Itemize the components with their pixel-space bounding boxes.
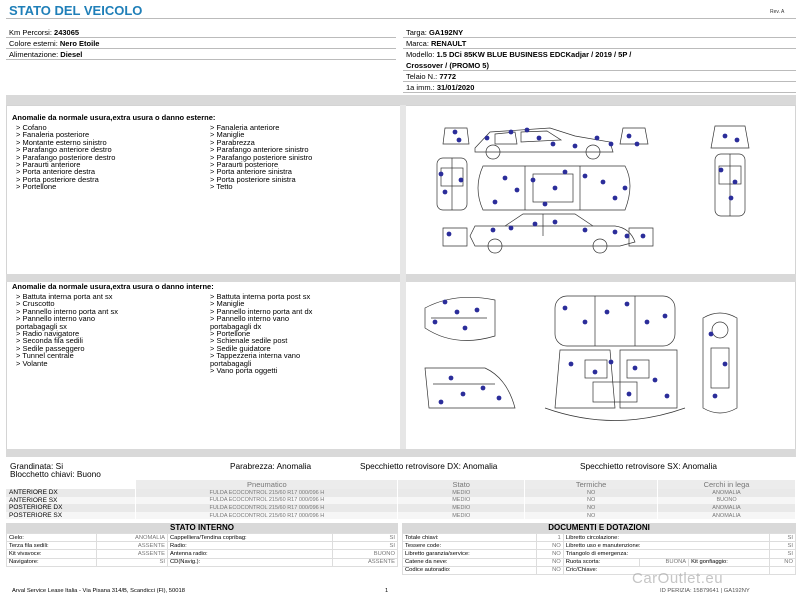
modello-row: Modello: 1.5 DCi 85KW BLUE BUSINESS EDCKadjar / 2019 / 5P /	[406, 50, 632, 59]
field-value	[769, 566, 795, 574]
tyre-model: FULDA ECOCONTROL 215/60 R17 000/096 H	[136, 512, 398, 520]
damage-marker	[633, 366, 638, 371]
damage-marker	[605, 310, 610, 315]
external-anomaly-item: > Fanaleria posteriore	[16, 130, 90, 140]
tyre-table-header	[6, 480, 796, 489]
external-list-col1	[16, 124, 115, 191]
tyre-model: FULDA ECOCONTROL 215/60 R17 000/096 H	[136, 504, 398, 512]
internal-anomaly-item: > Battuta interna porta ant sx	[16, 292, 113, 301]
field-label: Catene da neve:	[403, 558, 537, 566]
damage-marker	[491, 228, 496, 233]
tyre-header-pneumatico: Pneumatico	[136, 480, 398, 489]
damage-marker	[461, 392, 466, 397]
external-anomaly-item: > Porta anteriore destra	[16, 167, 96, 177]
damage-marker	[525, 128, 530, 133]
tyre-stato: MEDIO	[398, 489, 525, 497]
specchietto-dx: Specchietto retrovisore DX: Anomalia	[360, 461, 498, 471]
row-divider	[403, 70, 796, 71]
internal-anomaly-item: portabagagli sx	[16, 321, 67, 331]
damage-marker	[583, 320, 588, 325]
damage-marker	[623, 186, 628, 191]
grandinata: Grandinata: Si	[10, 461, 64, 471]
internal-anomaly-item: > Seconda fila sedili	[16, 336, 83, 346]
tyre-model: FULDA ECOCONTROL 215/60 R17 000/096 H	[136, 489, 398, 497]
external-anomaly-item: > Cofano	[16, 123, 47, 132]
documenti-row	[403, 550, 796, 558]
internal-anomaly-item: > Volante	[16, 358, 48, 368]
row-divider	[6, 37, 396, 38]
damage-marker	[447, 232, 452, 237]
specchietto-sx: Specchietto retrovisore SX: Anomalia	[580, 461, 717, 471]
external-heading: Anomalie da normale usura,extra usura o danno esterne:	[12, 113, 216, 122]
stato-interno-heading: STATO INTERNO	[6, 523, 398, 533]
field-value: SI	[333, 542, 398, 550]
alimentazione-row: Alimentazione: Diesel	[9, 50, 83, 59]
field-value: BUONO	[333, 550, 398, 558]
field-label: CD(Navig.):	[167, 558, 332, 566]
internal-anomaly-item: > Tappezzeria interna vano	[210, 351, 301, 361]
external-anomaly-item: > Montante esterno sinistro	[16, 137, 107, 147]
damage-marker	[433, 320, 438, 325]
internal-anomaly-item: > Battuta interna porta post sx	[210, 292, 311, 301]
stato-interno-row	[7, 550, 398, 558]
field-value: 1	[537, 534, 563, 542]
damage-marker	[665, 394, 670, 399]
watermark-logo: CarOutlet.eu	[632, 570, 724, 587]
field-label: Terza fila sedili:	[7, 542, 97, 550]
field-value: NO	[537, 558, 563, 566]
field-label: Cappelliera/Tendina copribag:	[167, 534, 332, 542]
field-label: Antenna radio:	[167, 550, 332, 558]
tyre-stato: MEDIO	[398, 512, 525, 520]
damage-marker	[627, 134, 632, 139]
damage-marker	[455, 310, 460, 315]
field-label: Libretto circolazione:	[563, 534, 769, 542]
damage-marker	[509, 130, 514, 135]
tyre-cerchi: BUONO	[658, 497, 796, 505]
damage-marker	[569, 362, 574, 367]
damage-marker	[735, 138, 740, 143]
external-anomaly-item: > Portellone	[16, 182, 57, 192]
internal-heading: Anomalie da normale usura,extra usura o danno interne:	[12, 282, 214, 291]
stato-interno-row	[7, 558, 398, 566]
field-label: Libretto garanzia/service:	[403, 550, 537, 558]
damage-marker	[533, 222, 538, 227]
internal-anomaly-item: > Tunnel centrale	[16, 351, 74, 361]
internal-anomaly-item: > Radio navigatore	[16, 328, 80, 338]
status-line	[6, 458, 796, 480]
damage-marker	[709, 332, 714, 337]
row-divider	[6, 48, 396, 49]
field-label: Triangolo di emergenza:	[563, 550, 769, 558]
field-label: Kit gonfiaggio:	[689, 558, 769, 566]
documenti-row	[403, 558, 796, 566]
field-label: Libretto uso e manutenzione:	[563, 542, 769, 550]
row-divider	[6, 59, 396, 60]
field-value: ASSENTE	[97, 542, 168, 550]
tyre-header-empty	[6, 480, 136, 489]
field-value: ASSENTE	[97, 550, 168, 558]
internal-anomaly-item: > Cruscotto	[16, 299, 55, 309]
field-value: SI	[769, 534, 795, 542]
footer-company: Arval Service Lease Italia - Via Pisana 314/B, Scandicci (FI), 50018	[12, 588, 185, 594]
damage-marker	[509, 226, 514, 231]
tyre-termiche: NO	[525, 489, 658, 497]
internal-anomaly-item: > Maniglie	[210, 299, 245, 309]
damage-marker	[563, 170, 568, 175]
damage-marker	[439, 400, 444, 405]
field-label: Codice autoradio:	[403, 566, 537, 574]
internal-anomaly-item: > Pannello interno vano	[210, 314, 290, 324]
internal-anomaly-item: > Vano porta oggetti	[210, 365, 278, 375]
damage-marker	[563, 306, 568, 311]
damage-marker	[531, 178, 536, 183]
stato-interno-row	[7, 534, 398, 542]
telaio-row: Telaio N.: 7772	[406, 72, 457, 81]
external-anomaly-item: > Paraurti posteriore	[210, 159, 279, 169]
damage-marker	[453, 130, 458, 135]
field-label: Radio:	[167, 542, 332, 550]
tyre-position: ANTERIORE DX	[6, 489, 136, 497]
damage-marker	[641, 234, 646, 239]
tyre-position: POSTERIORE SX	[6, 512, 136, 520]
field-value: NO	[537, 566, 563, 574]
damage-marker	[551, 142, 556, 147]
info-left	[9, 27, 99, 60]
damage-marker	[449, 376, 454, 381]
footer-page-number: 1	[385, 588, 389, 594]
field-value: SI	[769, 542, 795, 550]
external-anomaly-item: > Parafango anteriore destro	[16, 145, 112, 155]
damage-marker	[653, 378, 658, 383]
footer-doc-id: ID PERIZIA: 15879641 | GA192NY	[660, 588, 750, 594]
documenti-heading: DOCUMENTI E DOTAZIONI	[402, 523, 796, 533]
damage-marker	[497, 396, 502, 401]
damage-marker	[645, 320, 650, 325]
damage-marker	[457, 138, 462, 143]
external-anomaly-item: > Fanaleria anteriore	[210, 123, 280, 132]
documenti-row	[403, 534, 796, 542]
damage-marker	[573, 144, 578, 149]
damage-panel-bottom-bar	[6, 449, 796, 457]
internal-anomaly-item: > Pannello interno vano	[16, 314, 96, 324]
colore-row: Colore esterni: Nero Etoile	[9, 39, 100, 48]
internal-anomaly-item: portabagagli dx	[210, 321, 262, 331]
tyre-cerchi: ANOMALIA	[658, 489, 796, 497]
damage-marker	[515, 188, 520, 193]
interior-damage-dots	[433, 300, 728, 405]
damage-marker	[553, 186, 558, 191]
tyre-model: FULDA ECOCONTROL 215/60 R17 000/096 H	[136, 497, 398, 505]
damage-marker	[439, 172, 444, 177]
tyre-stato: MEDIO	[398, 504, 525, 512]
damage-marker	[713, 394, 718, 399]
damage-marker	[613, 230, 618, 235]
documenti-box	[402, 523, 796, 575]
km-row: Km Percorsi: 243065	[9, 28, 80, 37]
documenti-table	[402, 533, 796, 575]
targa-row: Targa: GA192NY	[406, 28, 464, 37]
damage-marker	[595, 136, 600, 141]
tyre-cerchi: ANOMALIA	[658, 504, 796, 512]
row-divider	[403, 92, 796, 93]
internal-anomaly-item: > Sedile passeggero	[16, 343, 85, 353]
damage-panel-bar	[6, 95, 796, 105]
internal-list-col1	[16, 293, 118, 367]
field-value: SI	[97, 558, 168, 566]
damage-marker	[537, 136, 542, 141]
internal-anomaly-item: > Pannello interno porta ant dx	[210, 306, 313, 316]
external-anomaly-item: > Parafango anteriore sinistro	[210, 145, 309, 155]
imm-row: 1a imm.: 31/01/2020	[406, 83, 475, 92]
row-divider	[403, 37, 796, 38]
external-anomaly-item: > Parabrezza	[210, 137, 255, 147]
parabrezza-status: Parabrezza: Anomalia	[230, 461, 312, 471]
external-list-col2	[210, 124, 312, 191]
field-value: ASSENTE	[333, 558, 398, 566]
external-anomaly-item: > Maniglie	[210, 130, 245, 140]
field-value: NO	[537, 542, 563, 550]
field-label: Ruota scorta:	[563, 558, 639, 566]
tyre-header-termiche: Termiche	[525, 480, 658, 489]
damage-marker	[583, 174, 588, 179]
external-anomaly-item: > Porta posteriore sinistra	[210, 174, 296, 184]
tyre-termiche: NO	[525, 504, 658, 512]
tyre-position: ANTERIORE SX	[6, 497, 136, 505]
tyre-table	[6, 480, 796, 519]
damage-marker	[719, 168, 724, 173]
stato-interno-table	[6, 533, 398, 567]
damage-marker	[463, 326, 468, 331]
external-anomaly-item: > Porta posteriore destra	[16, 174, 99, 184]
damage-marker	[625, 302, 630, 307]
exterior-car-diagram	[415, 118, 790, 268]
tyre-header-stato: Stato	[398, 480, 525, 489]
external-anomaly-item: > Parafango posteriore destro	[16, 152, 116, 162]
damage-marker	[583, 228, 588, 233]
field-value: SI	[333, 534, 398, 542]
internal-list-col2	[210, 293, 312, 374]
tyre-termiche: NO	[525, 497, 658, 505]
interior-car-diagram	[415, 288, 790, 443]
tyre-row	[6, 504, 796, 512]
internal-anomaly-item: > Schienale sedile post	[210, 336, 288, 346]
damage-marker	[475, 308, 480, 313]
blocchetto-chiavi: Blocchetto chiavi: Buono	[10, 469, 101, 479]
tyre-termiche: NO	[525, 512, 658, 520]
damage-marker	[627, 392, 632, 397]
external-anomaly-item: > Tetto	[210, 182, 233, 192]
damage-marker	[553, 220, 558, 225]
field-value: ANOMALIA	[97, 534, 168, 542]
external-anomaly-item: > Paraurti anteriore	[16, 159, 81, 169]
field-label: Tessere code:	[403, 542, 537, 550]
damage-marker	[613, 196, 618, 201]
field-label: Navigatore:	[7, 558, 97, 566]
internal-anomaly-item: > Pannello interno porta ant sx	[16, 306, 118, 316]
damage-marker	[593, 370, 598, 375]
internal-anomaly-item: portabagagli	[210, 358, 252, 368]
damage-marker	[485, 136, 490, 141]
damage-marker	[459, 178, 464, 183]
damage-marker	[503, 176, 508, 181]
documenti-row	[403, 566, 796, 574]
field-label: Totale chiavi:	[403, 534, 537, 542]
field-value: BUONA	[639, 558, 688, 566]
internal-anomaly-item: > Sedile guidatore	[210, 343, 271, 353]
damage-marker	[481, 386, 486, 391]
tyre-cerchi: ANOMALIA	[658, 512, 796, 520]
damage-marker	[723, 134, 728, 139]
modello-row-2: Crossover / (PROMO 5)	[406, 61, 489, 70]
external-anomaly-item: > Porta anteriore sinistra	[210, 167, 292, 177]
row-divider	[403, 48, 796, 49]
damage-marker	[635, 142, 640, 147]
tyre-row	[6, 497, 796, 505]
tyre-row	[6, 512, 796, 520]
documenti-row	[403, 542, 796, 550]
marca-row: Marca: RENAULT	[406, 39, 467, 48]
field-value: NO	[769, 558, 795, 566]
damage-marker	[723, 362, 728, 367]
field-label: Cric/Chiave:	[563, 566, 769, 574]
title-divider	[6, 18, 796, 19]
revision-label: Rev. A	[770, 9, 785, 15]
damage-marker	[663, 314, 668, 319]
damage-marker	[543, 202, 548, 207]
field-value: NO	[537, 550, 563, 558]
damage-marker	[733, 180, 738, 185]
tyre-stato: MEDIO	[398, 497, 525, 505]
stato-interno-box	[6, 523, 398, 567]
stato-interno-row	[7, 542, 398, 550]
internal-anomaly-item: > Portellone	[210, 328, 251, 338]
field-value: SI	[769, 550, 795, 558]
tyre-position: POSTERIORE DX	[6, 504, 136, 512]
external-anomaly-item: > Parafango posteriore sinistro	[210, 152, 313, 162]
damage-panel-divider	[400, 105, 406, 457]
row-divider	[403, 81, 796, 82]
tyre-header-cerchi: Cerchi in lega	[658, 480, 796, 489]
exterior-damage-dots	[439, 128, 740, 239]
field-label: Cielo:	[7, 534, 97, 542]
page-title: STATO DEL VEICOLO	[9, 3, 143, 18]
field-label: Kit vivavoce:	[7, 550, 97, 558]
tyre-row	[6, 489, 796, 497]
damage-marker	[625, 234, 630, 239]
damage-marker	[601, 180, 606, 185]
damage-marker	[609, 360, 614, 365]
damage-marker	[729, 196, 734, 201]
damage-marker	[443, 300, 448, 305]
damage-marker	[609, 142, 614, 147]
damage-marker	[443, 190, 448, 195]
damage-marker	[493, 200, 498, 205]
